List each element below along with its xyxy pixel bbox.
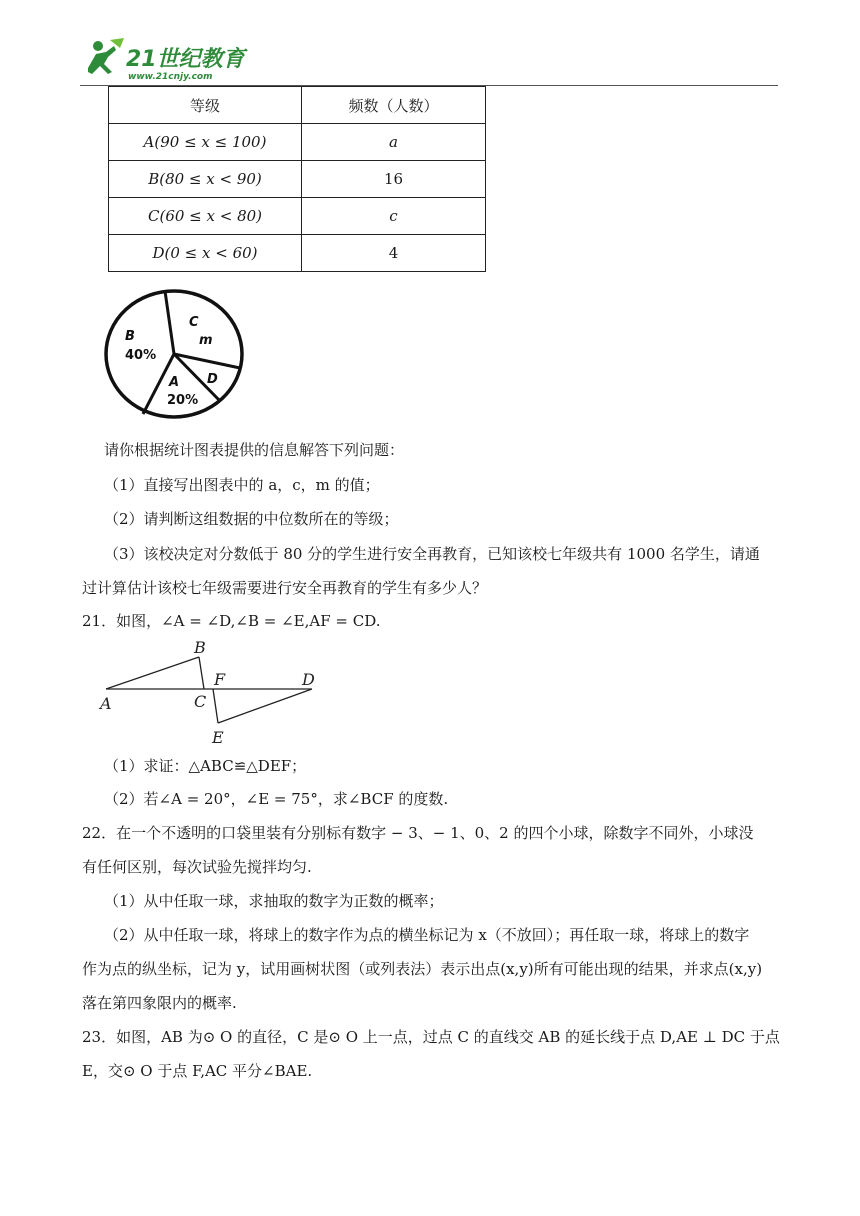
q20-part2: （2）请判断这组数据的中位数所在的等级； [104,510,399,528]
point-f-label: F [214,670,226,689]
table-cell-grade: B(80 ≤ x < 90) [109,161,302,198]
table-cell-count: c [302,198,486,235]
q22-part2-line2: 作为点的纵坐标，记为 y，试用画树状图（或列表法）表示出点(x,y)所有可能出现的结果，并求点(x,y) [82,960,763,978]
logo-text: 21世纪教育 [126,47,245,72]
pie-chart [103,288,245,420]
table-cell-count: a [302,124,486,161]
segment-ab [106,657,199,689]
slice-label-d: D [207,372,218,387]
point-e-label: E [212,728,224,747]
q20-part1: （1）直接写出图表中的 a，c，m 的值； [104,476,380,494]
table-cell-grade: D(0 ≤ x < 60) [109,235,302,272]
table-row [109,235,486,272]
table-cell-count: 4 [302,235,486,272]
site-logo [80,38,255,82]
slice-value-b: 40% [125,348,157,363]
segment-bc [199,657,204,689]
q23-line1: 23．如图，AB 为⊙ O 的直径，C 是⊙ O 上一点，过点 C 的直线交 AB 的延长线于点 D,AE ⊥ DC 于点 [82,1028,780,1046]
frequency-table [108,86,486,272]
q21-figure [96,637,326,749]
q22-line2: 有任何区别，每次试验先搅拌均匀. [82,858,312,876]
q22-part1: （1）从中任取一球，求抽取的数字为正数的概率； [104,892,444,910]
slice-label-c: C [189,315,199,330]
table-header-count: 频数（人数） [302,87,486,124]
segment-de [218,689,312,723]
table-header-row [109,87,486,124]
segment-ef [213,689,218,723]
pie-divider-bc [165,291,174,354]
table-row [109,198,486,235]
q20-part3-line2: 过计算估计该校七年级需要进行安全再教育的学生有多少人？ [82,579,488,597]
point-a-label: A [100,694,112,713]
slice-label-a: A [169,375,180,390]
q20-intro: 请你根据统计图表提供的信息解答下列问题： [104,441,405,459]
point-c-label: C [194,692,207,711]
table-row [109,124,486,161]
q20-part3-line1: （3）该校决定对分数低于 80 分的学生进行安全再教育，已知该校七年级共有 1000 名学生，请通 [104,545,760,563]
q23-line2: E，交⊙ O 于点 F,AC 平分∠BAE. [82,1062,313,1080]
q22-part2-line1: （2）从中任取一球，将球上的数字作为点的横坐标记为 x（不放回）；再任取一球，将球上的数字 [104,926,750,944]
q21-part1: （1）求证：△ABC≌△DEF； [104,757,307,775]
slice-value-a: 20% [167,393,199,408]
table-cell-grade: C(60 ≤ x < 80) [109,198,302,235]
point-b-label: B [194,638,206,657]
table-row [109,161,486,198]
q21-part2: （2）若∠A = 20°，∠E = 75°，求∠BCF 的度数. [104,790,449,808]
table-cell-grade: A(90 ≤ x ≤ 100) [109,124,302,161]
slice-label-b: B [125,329,135,344]
q21-stem: 21．如图，∠A = ∠D,∠B = ∠E,AF = CD. [82,612,381,630]
slice-value-c: m [199,333,213,348]
logo-url: www.21cnjy.com [128,72,213,82]
q22-line1: 22．在一个不透明的口袋里装有分别标有数字 − 3、− 1、0、2 的四个小球，除数字不同外，小球没 [82,824,754,842]
q22-part2-line3: 落在第四象限内的概率. [82,994,237,1012]
table-cell-count: 16 [302,161,486,198]
table-header-grade: 等级 [109,87,302,124]
point-d-label: D [302,670,315,689]
